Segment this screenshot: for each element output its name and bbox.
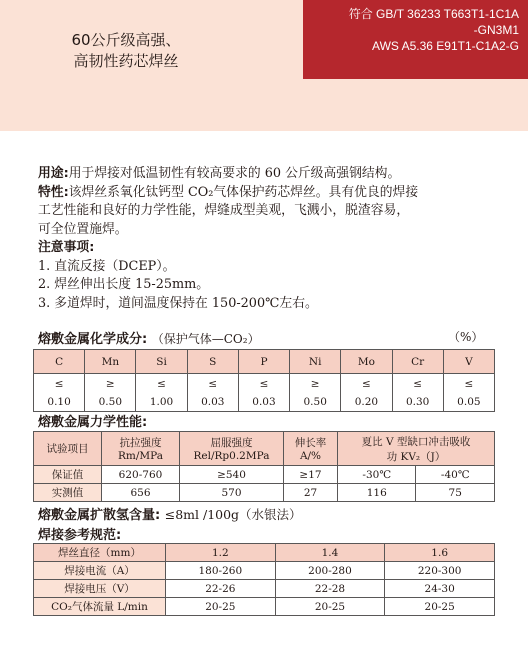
mech-header-impact (338, 432, 495, 466)
chem-header-cell: Mn (85, 350, 136, 374)
chem-header-cell: Si (136, 350, 187, 374)
standard-box (303, 0, 528, 79)
chem-comparator-cell: ≤ (341, 374, 392, 394)
mech-cell: -40℃ (416, 466, 495, 484)
standard-line-3: AWS A5.36 E91T1-C1A2-G (372, 39, 519, 53)
welding-cell: 180-260 (166, 562, 276, 580)
chem-header-cell: Cr (392, 350, 443, 374)
welding-header-cell: 1.4 (275, 544, 385, 562)
chem-header-cell: Ni (290, 350, 341, 374)
welding-cell: 20-25 (385, 598, 495, 616)
mech-cell: 116 (338, 484, 416, 502)
welding-row-label: CO₂气体流量 L/min (34, 598, 166, 616)
welding-cell: 200-280 (275, 562, 385, 580)
welding-table (33, 543, 495, 616)
chem-header-cell: P (238, 350, 289, 374)
title-line-2: 高韧性药芯焊丝 (73, 52, 179, 70)
welding-row (34, 580, 495, 598)
notes-label: 注意事项: (38, 240, 95, 255)
chem-value-cell: 0.50 (290, 394, 341, 412)
mech-cell: 75 (416, 484, 495, 502)
welding-cell: 24-30 (385, 580, 495, 598)
welding-cell: 220-300 (385, 562, 495, 580)
features-text-1: 该焊丝系氧化钛钙型 CO₂气体保护药芯焊丝。具有优良的焊接 (68, 184, 419, 200)
note-item: 1. 直流反接（DCEP）。 (38, 258, 176, 274)
standard-line-1: 符合 GB/T 36233 T663T1-1C1A (348, 7, 519, 21)
mech-title: 熔敷金属力学性能: (38, 415, 148, 430)
hydrogen-title: 熔敷金属扩散氢含量: (38, 508, 161, 523)
note-item: 2. 焊丝伸出长度 15-25mm。 (38, 277, 210, 292)
mech-cell: ≥540 (180, 466, 284, 484)
welding-cell: 22-28 (275, 580, 385, 598)
chem-comparator-cell: ≤ (392, 374, 443, 394)
welding-header-row (34, 544, 495, 562)
mech-header-yield (180, 432, 284, 466)
standard-line-2: -GN3M1 (473, 23, 519, 37)
chem-header-cell: Mo (341, 350, 392, 374)
chem-header-cell: S (187, 350, 238, 374)
chem-comparator-cell: ≥ (290, 374, 341, 394)
chem-header-cell: C (34, 350, 85, 374)
mech-header-yield-1: 屈服强度 (210, 437, 253, 449)
chem-value-row (34, 394, 495, 412)
product-title (46, 30, 206, 72)
title-line-1: 60公斤级高强、 (71, 31, 181, 49)
note-item: 3. 多道焊时，道间温度保持在 150-200℃左右。 (38, 295, 318, 311)
welding-header-cell: 1.2 (166, 544, 276, 562)
chem-header-cell: V (443, 350, 494, 374)
features-text-2: 工艺性能和良好的力学性能，焊缝成型美观，飞溅小，脱渣容易， (38, 203, 410, 218)
chem-comparator-cell: ≤ (238, 374, 289, 394)
chem-header-row (34, 350, 495, 374)
mech-cell: 570 (180, 484, 284, 502)
welding-header-cell: 1.6 (385, 544, 495, 562)
mech-row-label: 保证值 (34, 466, 102, 484)
mech-cell: 656 (102, 484, 180, 502)
chem-comparator-cell: ≤ (136, 374, 187, 394)
chem-unit: （%） (448, 330, 484, 344)
hydrogen-section (38, 504, 302, 523)
mech-cell: 620-760 (102, 466, 180, 484)
chem-value-cell: 0.03 (187, 394, 238, 412)
chem-value-cell: 1.00 (136, 394, 187, 412)
mech-cell: ≥17 (284, 466, 338, 484)
hydrogen-value: ≤8ml /100g（水银法） (164, 507, 302, 522)
welding-cell: 20-25 (275, 598, 385, 616)
chem-title: 熔敷金属化学成分: (38, 332, 148, 347)
mech-header-elong-2: A/% (299, 450, 322, 462)
welding-cell: 22-26 (166, 580, 276, 598)
chem-comparator-cell: ≤ (443, 374, 494, 394)
chem-comparator-row (34, 374, 495, 394)
welding-row-label: 焊接电压（V） (34, 580, 166, 598)
chem-value-cell: 0.30 (392, 394, 443, 412)
description-block (38, 165, 498, 313)
features-paragraph (38, 184, 498, 203)
usage-text: 用于焊接对低温韧性有较高要求的 60 公斤级高强钢结构。 (68, 166, 401, 181)
chem-value-cell: 0.05 (443, 394, 494, 412)
welding-row (34, 562, 495, 580)
mech-header-row (34, 432, 495, 466)
chem-value-cell: 0.50 (85, 394, 136, 412)
chem-value-cell: 0.10 (34, 394, 85, 412)
chem-gas-note: （保护气体—CO₂） (151, 332, 260, 346)
mech-header-tensile-1: 抗拉强度 (119, 437, 162, 449)
chem-comparator-cell: ≤ (187, 374, 238, 394)
features-text-3: 可全位置施焊。 (38, 221, 128, 237)
chem-value-cell: 0.20 (341, 394, 392, 412)
welding-header-cell: 焊丝直径（mm） (34, 544, 166, 562)
mech-cell: 27 (284, 484, 338, 502)
welding-row-label: 焊接电流（A） (34, 562, 166, 580)
mech-header-tensile-2: Rm/MPa (117, 450, 163, 462)
chem-comparator-cell: ≤ (34, 374, 85, 394)
mech-header-yield-2: Rel/Rp0.2MPa (193, 450, 270, 462)
mech-cell: -30℃ (338, 466, 416, 484)
usage-label: 用途: (38, 166, 69, 181)
chem-section-header (38, 328, 498, 347)
mech-header-impact-1: 夏比 V 型缺口冲击吸收 (361, 435, 471, 448)
mech-header-elong (284, 432, 338, 466)
mech-table (33, 431, 495, 502)
mech-header-tensile (102, 432, 180, 466)
chem-comparator-cell: ≥ (85, 374, 136, 394)
chem-value-cell: 0.03 (238, 394, 289, 412)
mech-header-item: 试验项目 (34, 432, 102, 466)
welding-title: 焊接参考规范: (38, 528, 122, 543)
mech-row-measured (34, 484, 495, 502)
usage-paragraph (38, 165, 498, 184)
welding-cell: 20-25 (166, 598, 276, 616)
chem-table (33, 349, 495, 412)
mech-row-label: 实测值 (34, 484, 102, 502)
mech-row-guaranteed (34, 466, 495, 484)
mech-header-elong-1: 伸长率 (294, 437, 327, 449)
features-label: 特性: (38, 184, 69, 200)
welding-row (34, 598, 495, 616)
mech-header-impact-2: 功 KV₂（J） (386, 450, 446, 463)
